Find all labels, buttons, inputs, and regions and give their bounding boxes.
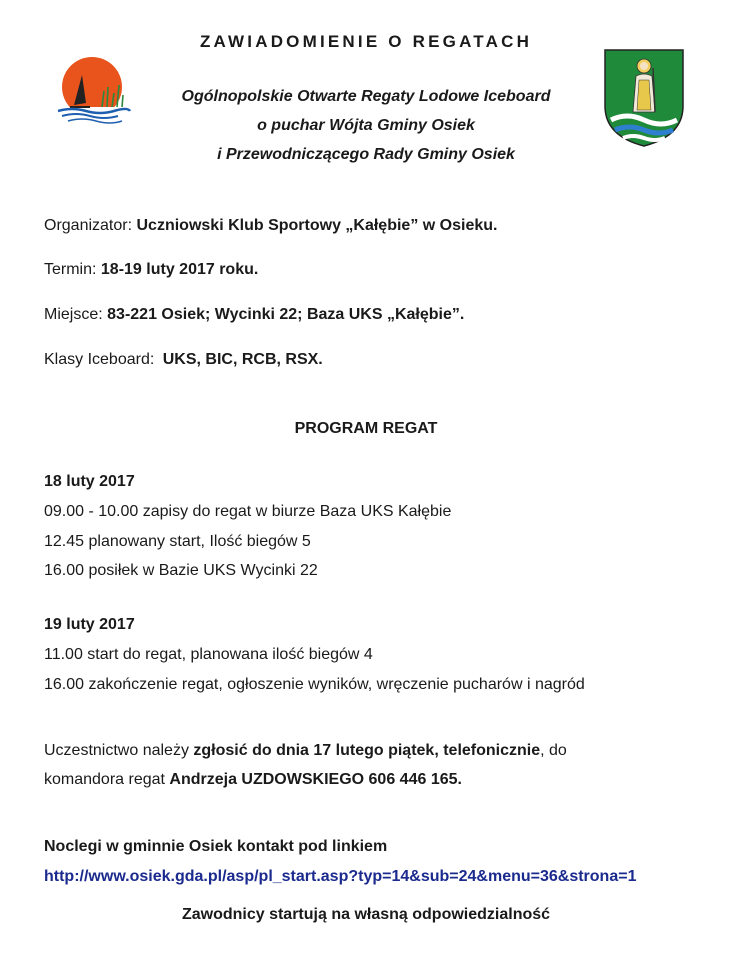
classes-line bbox=[44, 351, 323, 369]
disclaimer: Zawodnicy startują na własną odpowiedzialność bbox=[181, 906, 551, 923]
registration-text: , do bbox=[540, 742, 567, 759]
subtitle-line-1: Ogólnopolskie Otwarte Regaty Lodowe Iceboard bbox=[181, 88, 551, 105]
municipality-crest bbox=[603, 48, 685, 148]
organizer-line bbox=[44, 217, 497, 235]
place-label: Miejsce: bbox=[44, 306, 103, 323]
day-1-item: 16.00 posiłek w Bazie UKS Wycinki 22 bbox=[44, 562, 318, 579]
registration-deadline: zgłosić do dnia 17 lutego piątek, telefonicznie bbox=[193, 742, 541, 759]
day-2-item: 11.00 start do regat, planowana ilość biegów 4 bbox=[44, 646, 373, 663]
day-1-date: 18 luty 2017 bbox=[44, 473, 135, 490]
contact-person: Andrzeja UZDOWSKIEGO 606 446 165. bbox=[169, 771, 462, 788]
day-2-date: 19 luty 2017 bbox=[44, 616, 135, 633]
organizer-value: Uczniowski Klub Sportowy „Kałębie” w Osieku. bbox=[136, 217, 498, 234]
term-label: Termin: bbox=[44, 261, 97, 278]
term-value: 18-19 luty 2017 roku. bbox=[100, 261, 259, 278]
registration-text: Uczestnictwo należy bbox=[44, 742, 194, 759]
day-1-item: 12.45 planowany start, Ilość biegów 5 bbox=[44, 533, 311, 550]
registration-line-1 bbox=[44, 742, 567, 760]
lodging-link[interactable]: http://www.osiek.gda.pl/asp/pl_start.asp?typ=14&sub=24&menu=36&strona=1 bbox=[44, 868, 637, 885]
classes-value: UKS, BIC, RCB, RSX. bbox=[162, 351, 323, 368]
place-line bbox=[44, 306, 464, 324]
organizer-label: Organizator: bbox=[44, 217, 133, 234]
day-1-item: 09.00 - 10.00 zapisy do regat w biurze Baza UKS Kałębie bbox=[44, 503, 452, 520]
program-heading: PROGRAM REGAT bbox=[294, 420, 438, 437]
day-2-item: 16.00 zakończenie regat, ogłoszenie wyników, wręczenie pucharów i nagród bbox=[44, 676, 585, 693]
classes-label: Klasy Iceboard: bbox=[44, 351, 155, 368]
subtitle-line-3: i Przewodniczącego Rady Gminy Osiek bbox=[217, 146, 515, 163]
registration-text: komandora regat bbox=[44, 771, 170, 788]
document-title: ZAWIADOMIENIE O REGATACH bbox=[199, 32, 533, 51]
subtitle-line-2: o puchar Wójta Gminy Osiek bbox=[257, 117, 475, 134]
registration-line-2 bbox=[44, 771, 462, 789]
term-line bbox=[44, 261, 258, 279]
place-value: 83-221 Osiek; Wycinki 22; Baza UKS „Kałębie”. bbox=[107, 306, 465, 323]
lodging-text: Noclegi w gminnie Osiek kontakt pod linkiem bbox=[44, 838, 388, 855]
